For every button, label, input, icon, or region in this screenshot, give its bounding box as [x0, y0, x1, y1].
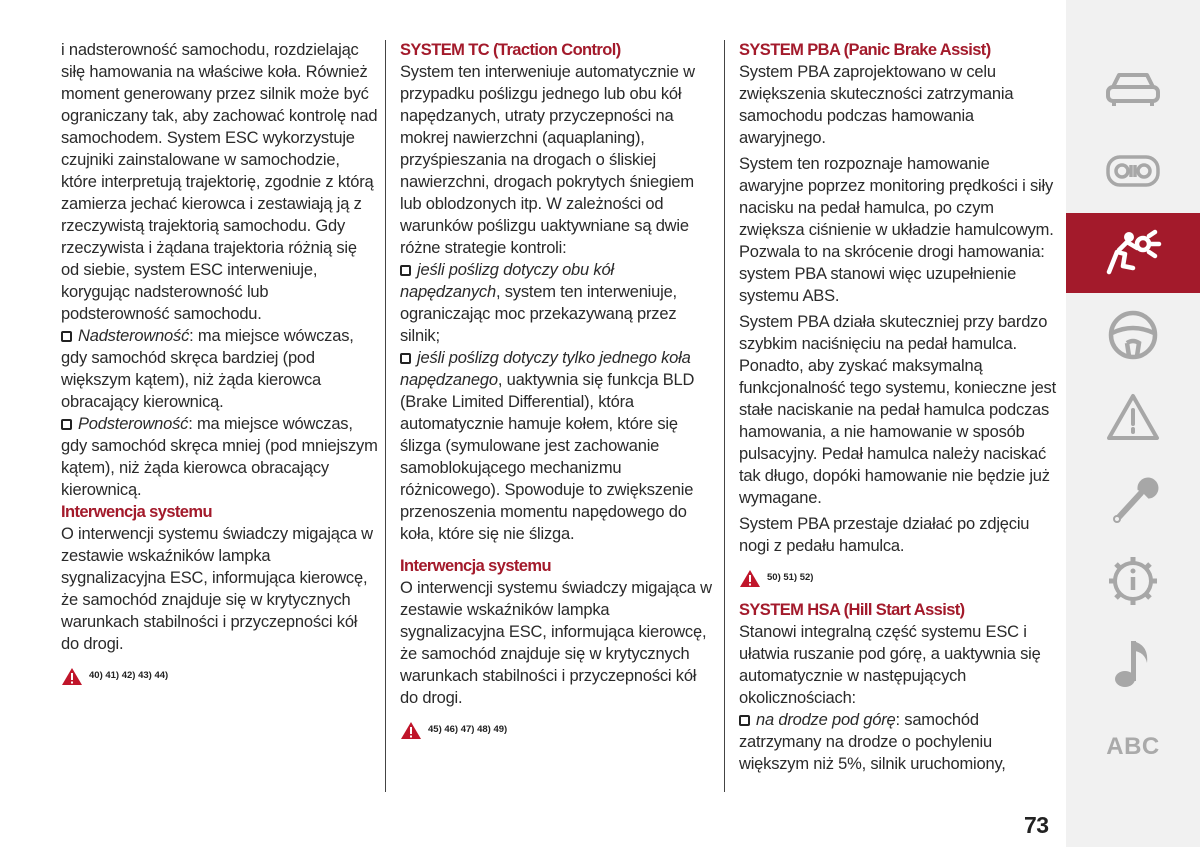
warning-reference-numbers: 40) 41) 42) 43) 44) — [89, 670, 169, 681]
paragraph: System ten interweniuje automatycznie w przypadku poślizgu jednego lub obu kół napędzanych, utraty przyczepności na mokrej nawierzchni (aquaplaning), przyśpieszania na drogach o śliskiej nawierzchni, drogach pokrytych śniegiem lub oblodzonych itp. W zależności od warunków poślizgu uaktywniane są dwie różne strategie kontroli: — [400, 63, 695, 257]
sidebar-item-dashboard[interactable] — [1066, 131, 1200, 211]
sidebar-item-car[interactable] — [1066, 49, 1200, 129]
bullet-text: , system ten interweniuje, ograniczając moc przekazywaną przez silnik; — [400, 283, 677, 345]
paragraph: System PBA zaprojektowano w celu zwiększenia skuteczności zatrzymania samochodu podczas hamowania awaryjnego. — [739, 63, 1014, 147]
sidebar-item-index[interactable] — [1066, 707, 1200, 787]
bullet-text: : ma miejsce wówczas, gdy samochód skręca bardziej (pod większym kątem), niż żąda kierowca obracający kierownicą. — [61, 327, 354, 411]
chapter-sidebar — [1066, 0, 1200, 847]
paragraph: O interwencji systemu świadczy migająca w zestawie wskaźników lampka sygnalizacyjna ESC, informująca kierowcę, że samochód znajduje się w krytycznych warunkach stabilności i przyczepności kół do drogi. — [61, 525, 373, 653]
section-heading: SYSTEM TC (Traction Control) — [400, 41, 621, 59]
paragraph: System PBA działa skuteczniej przy bardzo szybkim naciśnięciu na pedał hamulca. Ponadto, aby zyskać maksymalną funkcjonalność tego systemu, konieczne jest stałe naciskanie na pedał hamulca podczas hamowania, a nie hamowanie w sposób pulsacyjny. Pedał hamulca należy naciskać tak długo, dopóki hamowanie nie będzie już wymagane. — [739, 313, 1056, 507]
music-note-icon — [1111, 635, 1155, 691]
warning-triangle-icon — [739, 569, 761, 588]
bullet-term: jeśli poślizg dotyczy tylko jednego koła napędzanego — [400, 349, 691, 389]
bullet-term: jeśli poślizg dotyczy obu kół napędzanych — [400, 261, 614, 301]
paragraph: System PBA przestaje działać po zdjęciu nogi z pedału hamulca. — [739, 515, 1030, 555]
bullet-term: Podsterowność — [78, 415, 189, 433]
steering-wheel-icon — [1107, 309, 1159, 361]
section-heading: Interwencja systemu — [400, 557, 551, 575]
column-1 — [61, 39, 379, 691]
warning-reference-numbers: 50) 51) 52) — [767, 572, 814, 583]
bullet-text: , uaktywnia się funkcja BLD (Brake Limited Differential), która automatycznie hamuje kołem, które się ślizga (symulowane jest zachowanie samoblokującego mechanizmu różnicowego). Spowoduje to zwiększenie przenoszenia momentu napędowego do koła, które się nie ślizga. — [400, 371, 695, 543]
sidebar-item-safety[interactable] — [1066, 213, 1200, 293]
car-icon — [1105, 69, 1161, 109]
airbag-passenger-icon — [1103, 228, 1163, 278]
section-heading: Interwencja systemu — [61, 503, 212, 521]
column-divider — [385, 40, 386, 792]
column-3 — [739, 39, 1057, 775]
instrument-cluster-icon — [1105, 151, 1161, 191]
info-gear-icon — [1105, 553, 1161, 609]
warning-triangle-icon — [61, 667, 83, 686]
warning-triangle-icon — [1105, 392, 1161, 442]
column-divider — [724, 40, 725, 792]
paragraph: O interwencji systemu świadczy migająca w zestawie wskaźników lampka sygnalizacyjna ESC, informująca kierowcę, że samochód znajduje się w krytycznych warunkach stabilności i przyczepności kół do drogi. — [400, 579, 712, 707]
bullet-text: : samochód zatrzymany na drodze o pochyleniu większym niż 5%, silnik uruchomiony, — [739, 711, 1006, 773]
column-2 — [400, 39, 718, 745]
bullet-oversteer — [61, 325, 379, 413]
section-heading: SYSTEM PBA (Panic Brake Assist) — [739, 41, 991, 59]
sidebar-item-servicing[interactable] — [1066, 459, 1200, 539]
wrench-icon — [1105, 471, 1161, 527]
bullet-both-wheels — [400, 259, 718, 347]
warning-references — [400, 719, 718, 741]
index-label: ABC — [1106, 733, 1160, 760]
paragraph: i nadsterowność samochodu, rozdzielając siłę hamowania na właściwe koła. Również moment generowany przez silnik może być ograniczany tak, aby zachować kontrolę nad samochodem. System ESC wykorzystuje czujniki zainstalowane w samochodzie, które interpretują trajektorię, zgodnie z którą zamierza jechać kierowca i zestawiają ją z rzeczywistą trajektorią samochodu. Gdy rzeczywista i żądana trajektoria różnią się od siebie, system ESC interweniuje, korygując nadsterowność lub podsterowność samochodu. — [61, 41, 378, 323]
checkbox-bullet-icon — [61, 331, 72, 342]
bullet-term: Nadsterowność — [78, 327, 190, 345]
checkbox-bullet-icon — [61, 419, 72, 430]
warning-references — [739, 567, 1057, 589]
checkbox-bullet-icon — [400, 265, 411, 276]
checkbox-bullet-icon — [739, 715, 750, 726]
paragraph: Stanowi integralną część systemu ESC i ułatwia ruszanie pod górę, a uaktywnia się automatycznie w następujących okolicznościach: — [739, 623, 1041, 707]
warning-reference-numbers: 45) 46) 47) 48) 49) — [428, 724, 508, 735]
warning-triangle-icon — [400, 721, 422, 740]
bullet-term: na drodze pod górę — [756, 711, 896, 729]
bullet-text: : ma miejsce wówczas, gdy samochód skręca mniej (pod mniejszym kątem), niż żąda kierowca obracający kierownicą. — [61, 415, 378, 499]
sidebar-item-technical-data[interactable] — [1066, 541, 1200, 621]
bullet-understeer — [61, 413, 379, 501]
sidebar-item-driving[interactable] — [1066, 295, 1200, 375]
warning-references — [61, 665, 379, 687]
sidebar-item-emergency[interactable] — [1066, 377, 1200, 457]
bullet-uphill — [739, 709, 1057, 775]
section-heading: SYSTEM HSA (Hill Start Assist) — [739, 601, 965, 619]
bullet-one-wheel — [400, 347, 718, 545]
sidebar-item-multimedia[interactable] — [1066, 623, 1200, 703]
page-number: 73 — [1024, 812, 1049, 838]
checkbox-bullet-icon — [400, 353, 411, 364]
paragraph: System ten rozpoznaje hamowanie awaryjne poprzez monitoring prędkości i siły nacisku na pedał hamulca, po czym zwiększa ciśnienie w układzie hamulcowym. Pozwala to na skrócenie drogi hamowania: system PBA stanowi więc uzupełnienie systemu ABS. — [739, 155, 1054, 305]
